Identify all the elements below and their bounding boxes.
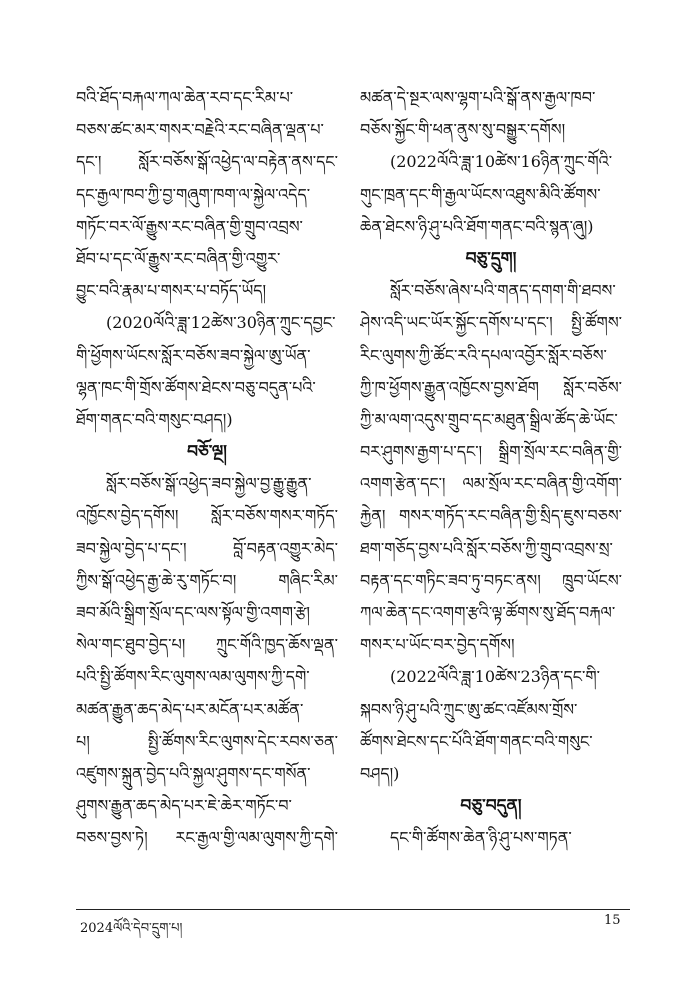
text-line: བཅས་ཚང་མར་གསར་བརྗེའི་རང་བཞིན་ལྡན་པ་ bbox=[76, 120, 324, 140]
text-line: བྱུང་བའི་རྣམ་པ་གསར་པ་བཏོད་ཡོད། bbox=[76, 281, 267, 301]
text-line: གུང་ཁྲན་དང་གི་རྒྱལ་ཡོངས་འཐུས་མིའི་ཚོགས་ bbox=[360, 184, 601, 204]
text-line: གཏོང་བར་ལོ་རྒྱུས་རང་བཞིན་གྱི་གྲུབ་འབྲས་ bbox=[76, 216, 303, 236]
text-line: བར་ཤུགས་རྒྱག་པ་དང་། སྒྲིག་སྲོལ་རང་བཞིན་གྱི་ bbox=[360, 442, 622, 462]
text-line: རིང་ལུགས་ཀྱི་ཚོང་རའི་དཔལ་འབྱོར་སློར་བཅོས་ bbox=[360, 345, 607, 365]
text-line: སློར་བཅོས་ཞེས་པའི་གནད་དགག་གི་ཐབས་ bbox=[390, 281, 616, 301]
text-line: སེལ་གང་ཐུབ་བྱེད་པ། ཀྲུང་གོའི་ཁྱད་ཆོས་ལྡན་ bbox=[76, 635, 338, 655]
section-heading: བཅུ་དྲུག། bbox=[465, 248, 517, 269]
text-line: ལྷན་ཁང་གི་གྲོས་ཚོགས་ཐེངས་བཅུ་བདུན་པའི་ bbox=[76, 377, 316, 397]
text-line: བརྟན་དང་གཏིང་ཟབ་ཏུ་བཏང་ནས། ཁྲུབ་ཡོངས་ bbox=[360, 570, 622, 590]
text-line: ཟབ་མོའི་སྒྲིག་སྲོལ་དང་ལས་སྟོལ་གྱི་འགག་རྩེ། bbox=[76, 603, 310, 622]
text-line: ཤུགས་རྒྱུན་ཆད་མེད་པར་ཇེ་ཆེར་གཏོང་བ་ bbox=[76, 796, 292, 816]
left-column bbox=[76, 82, 338, 855]
text-line: མཚན་དེ་སྔར་ལས་ལྷག་པའི་སྒོ་ནས་རྒྱལ་ཁབ་ bbox=[360, 88, 596, 107]
section-heading: བཅོ་ལྔ། bbox=[187, 442, 227, 463]
footer-issue-label: 2024ལོའི་དེབ་དྲུག་པ། bbox=[80, 921, 183, 936]
text-line: གི་ཕྱོགས་ཡོངས་སློར་བཅོས་ཟབ་སྐྱེལ་ཨུ་ཡོན་ bbox=[76, 345, 311, 365]
text-line: ཚོགས་ཐེངས་དང་པོའི་ཐོག་གནང་བའི་གསུང་ bbox=[360, 731, 593, 751]
text-line: མཚན་རྒྱུན་ཆད་མེད་པར་མངོན་པར་མཚོན་ bbox=[76, 699, 304, 719]
text-line: ཀྱི་ཁ་ཕྱོགས་རྒྱུན་འཁྱོངས་བྱས་ཐོག སློར་བཅོས་ bbox=[360, 377, 622, 397]
text-line: རྐྱེན། གསར་གཏོད་རང་བཞིན་གྱི་སྲིད་ཇུས་བཅས་ bbox=[360, 506, 622, 526]
text-line: འཁྱོངས་བྱེད་དགོས། སློར་བཅོས་གསར་གཏོད་ bbox=[76, 506, 338, 526]
text-line: བཤད།) bbox=[360, 763, 400, 783]
text-line: ཤེས་འདི་ཡང་ཡོར་སྐྱོང་དགོས་པ་དང་། སྤྱི་ཚོགས་ bbox=[360, 313, 622, 333]
text-line: དང་གི་ཚོགས་ཆེན་ཉི་ཤུ་པས་གཏན་ bbox=[390, 828, 572, 848]
text-line: འཛུགས་སྐྲུན་བྱེད་པའི་སྐྱལ་ཤུགས་དང་གསོན་ bbox=[76, 763, 311, 783]
text-line: དང་། སློར་བཅོས་སྒོ་འཕྱེད་ལ་བརྟེན་ནས་དང་ bbox=[76, 152, 338, 172]
text-line: སློར་བཅོས་སྒོ་འཕྱེད་ཟབ་སྐྱེལ་བྱ་རྒྱུ་རྒྱུན་ bbox=[106, 474, 312, 494]
text-line: (2020ལོའི་ཟླ་12ཚེས་30ཉིན་ཀྲུང་དབྱང་ bbox=[106, 313, 336, 333]
right-column bbox=[360, 82, 622, 855]
text-line: པ། སྤྱི་ཚོགས་རིང་ལུགས་དེང་རབས་ཅན་ bbox=[76, 731, 338, 751]
text-line: པའི་སྤྱི་ཚོགས་རིང་ལུགས་ལམ་ལུགས་ཀྱི་དགེ་ bbox=[76, 667, 310, 687]
text-line: ཐག་གཅོད་བྱས་པའི་སློར་བཅོས་ཀྱི་གྲུབ་འབྲས་སྲ་ bbox=[360, 538, 613, 558]
text-line: གསར་པ་ཡོང་བར་བྱེད་དགོས། bbox=[360, 635, 515, 655]
text-line: བཅས་བྱས་ཏེ། རང་རྒྱལ་གྱི་ལམ་ལུགས་ཀྱི་དགེ་ bbox=[76, 828, 338, 848]
text-line: ཀྱི་མ་ལག་འདུས་གྲུབ་དང་མཐུན་སྒྲིལ་ཚོད་ཆེ་ཡོང་ bbox=[360, 409, 618, 429]
text-line: བཅོས་སྐྱོང་གི་ཕན་ནུས་སུ་བསྒྱུར་དགོས། bbox=[360, 120, 566, 140]
footer-divider bbox=[76, 909, 630, 910]
text-line: ཀལ་ཆེན་དང་འགག་རྩའི་ལྟ་ཚོགས་སུ་ཐོད་བརྐལ་ bbox=[360, 603, 616, 622]
text-line: (2022ལོའི་ཟླ་10ཚེས་16ཉིན་ཀྲུང་གོའི་ bbox=[390, 152, 613, 172]
text-line: ཐོག་གནང་བའི་གསུང་བཤད།) bbox=[76, 409, 233, 429]
text-line: ཐོབ་པ་དང་ལོ་རྒྱུས་རང་བཞིན་གྱི་འགྱུར་ bbox=[76, 248, 281, 268]
text-line: (2022ལོའི་ཟླ་10ཚེས་23ཉིན་དང་གི་ bbox=[390, 667, 600, 687]
text-line: དང་རྒྱལ་ཁབ་ཀྱི་བྱ་གཞུག་ཁག་ལ་སྐྱེལ་འདེད་ bbox=[76, 184, 311, 204]
text-line: ཟབ་སྐྱེལ་བྱེད་པ་དང་། བློ་བརྟན་འགྱུར་མེད་ bbox=[76, 538, 338, 558]
text-line: ཀྱིས་སྒོ་འཕྱེད་རྒྱ་ཆེ་རུ་གཏོང་བ། གཞིང་རིམ་ bbox=[76, 570, 338, 590]
text-line: སྐབས་ཉི་ཤུ་པའི་ཀྲུང་ཨུ་ཚང་འཛོམས་གྲོས་ bbox=[360, 699, 578, 719]
section-heading: བཅུ་བདུན། bbox=[460, 796, 522, 817]
text-line: ཆེན་ཐེངས་ཉི་ཤུ་པའི་ཐོག་གནང་བའི་སྙན་ཞུ།) bbox=[360, 216, 594, 236]
text-line: བའི་ཐོད་བརྐལ་ཀལ་ཆེན་རབ་དང་རིམ་པ་ bbox=[76, 88, 294, 107]
text-line: འགག་རྩེན་དང་། ལམ་སྲོལ་རང་བཞིན་གྱི་འགོག་ bbox=[360, 474, 622, 494]
page-number: 15 bbox=[604, 913, 621, 928]
